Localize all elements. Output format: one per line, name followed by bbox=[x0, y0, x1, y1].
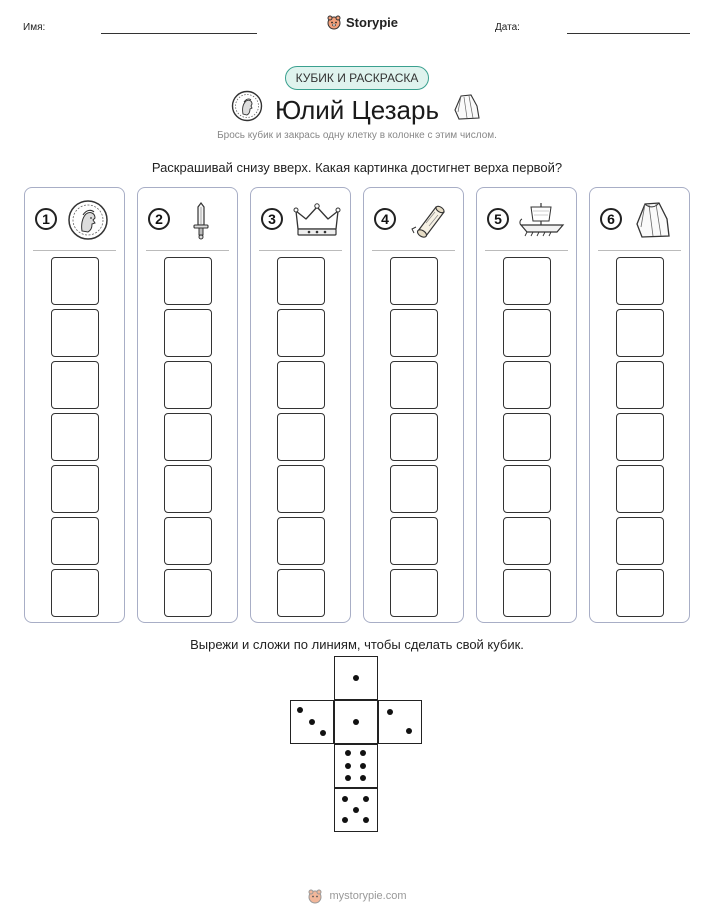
color-cell[interactable] bbox=[51, 465, 99, 513]
color-cell[interactable] bbox=[390, 465, 438, 513]
color-cell[interactable] bbox=[51, 569, 99, 617]
die-pip bbox=[345, 763, 351, 769]
die-face-right bbox=[378, 700, 422, 744]
activity-badge: КУБИК И РАСКРАСКА bbox=[285, 66, 429, 90]
storypie-mascot-icon bbox=[307, 888, 323, 904]
color-cell[interactable] bbox=[51, 413, 99, 461]
color-cell[interactable] bbox=[51, 517, 99, 565]
column-number: 6 bbox=[600, 208, 622, 230]
color-cell[interactable] bbox=[616, 413, 664, 461]
column-header bbox=[25, 188, 124, 250]
column-2 bbox=[137, 187, 238, 623]
color-cell[interactable] bbox=[616, 569, 664, 617]
column-header bbox=[590, 188, 689, 250]
color-cell[interactable] bbox=[503, 309, 551, 357]
column-4 bbox=[363, 187, 464, 623]
name-line bbox=[101, 33, 257, 34]
column-number: 1 bbox=[35, 208, 57, 230]
die-pip bbox=[320, 730, 326, 736]
page-title: Юлий Цезарь bbox=[274, 95, 440, 125]
column-6 bbox=[589, 187, 690, 623]
die-pip bbox=[387, 709, 393, 715]
column-header bbox=[477, 188, 576, 250]
color-cell[interactable] bbox=[616, 309, 664, 357]
color-cell[interactable] bbox=[277, 309, 325, 357]
coloring-instruction: Раскрашивай снизу вверх. Какая картинка достигнет верха первой? bbox=[151, 160, 563, 175]
color-cell[interactable] bbox=[164, 465, 212, 513]
date-line bbox=[567, 33, 690, 34]
color-cell[interactable] bbox=[616, 465, 664, 513]
color-cell[interactable] bbox=[390, 257, 438, 305]
column-divider bbox=[259, 250, 342, 251]
color-cell[interactable] bbox=[277, 517, 325, 565]
column-number: 3 bbox=[261, 208, 283, 230]
die-face-lower bbox=[334, 744, 378, 788]
die-face-left bbox=[290, 700, 334, 744]
column-divider bbox=[598, 250, 681, 251]
color-cell[interactable] bbox=[277, 465, 325, 513]
color-cell[interactable] bbox=[503, 465, 551, 513]
die-face-top bbox=[334, 656, 378, 700]
page-subtitle: Брось кубик и закрась одну клетку в колонке с этим числом. bbox=[217, 130, 497, 141]
color-cell[interactable] bbox=[51, 361, 99, 409]
cut-instruction: Вырежи и сложи по линиям, чтобы сделать свой кубик. bbox=[190, 637, 524, 652]
sword-icon bbox=[180, 199, 222, 241]
die-pip bbox=[363, 796, 369, 802]
color-cell[interactable] bbox=[277, 257, 325, 305]
color-cell[interactable] bbox=[390, 517, 438, 565]
die-pip bbox=[363, 817, 369, 823]
color-cell[interactable] bbox=[51, 309, 99, 357]
color-cell[interactable] bbox=[503, 413, 551, 461]
color-cell[interactable] bbox=[164, 309, 212, 357]
die-pip bbox=[342, 796, 348, 802]
column-5 bbox=[476, 187, 577, 623]
column-header bbox=[364, 188, 463, 250]
color-cell[interactable] bbox=[277, 361, 325, 409]
color-cell[interactable] bbox=[503, 361, 551, 409]
color-cell[interactable] bbox=[164, 257, 212, 305]
column-number: 2 bbox=[148, 208, 170, 230]
brand-logo bbox=[326, 14, 398, 30]
column-divider bbox=[485, 250, 568, 251]
color-cell[interactable] bbox=[164, 361, 212, 409]
color-cell[interactable] bbox=[616, 361, 664, 409]
storypie-mascot-icon bbox=[326, 14, 342, 30]
column-header bbox=[138, 188, 237, 250]
die-pip bbox=[297, 707, 303, 713]
column-number: 5 bbox=[487, 208, 509, 230]
die-pip bbox=[360, 750, 366, 756]
color-cell[interactable] bbox=[503, 257, 551, 305]
color-cell[interactable] bbox=[390, 569, 438, 617]
color-cell[interactable] bbox=[164, 413, 212, 461]
die-net bbox=[290, 656, 424, 836]
color-cell[interactable] bbox=[390, 413, 438, 461]
color-cell[interactable] bbox=[164, 517, 212, 565]
die-pip bbox=[342, 817, 348, 823]
coin-icon bbox=[67, 199, 109, 241]
date-label: Дата: bbox=[495, 22, 520, 33]
name-label: Имя: bbox=[23, 22, 46, 33]
color-cell[interactable] bbox=[503, 517, 551, 565]
column-divider bbox=[33, 250, 116, 251]
color-cell[interactable] bbox=[503, 569, 551, 617]
color-cell[interactable] bbox=[616, 517, 664, 565]
color-cell[interactable] bbox=[277, 413, 325, 461]
column-divider bbox=[372, 250, 455, 251]
die-pip bbox=[345, 750, 351, 756]
die-pip bbox=[353, 807, 359, 813]
die-pip bbox=[353, 675, 359, 681]
crown-icon bbox=[293, 199, 335, 241]
ship-icon bbox=[519, 199, 561, 241]
color-cell[interactable] bbox=[277, 569, 325, 617]
color-cell[interactable] bbox=[164, 569, 212, 617]
scroll-icon bbox=[406, 199, 448, 241]
brand-name: Storypie bbox=[346, 14, 399, 30]
toga-icon bbox=[632, 199, 674, 241]
color-cell[interactable] bbox=[390, 309, 438, 357]
die-pip bbox=[353, 719, 359, 725]
toga-icon bbox=[452, 92, 482, 122]
die-pip bbox=[345, 775, 351, 781]
color-cell[interactable] bbox=[51, 257, 99, 305]
die-pip bbox=[360, 763, 366, 769]
die-face-center bbox=[334, 700, 378, 744]
die-pip bbox=[309, 719, 315, 725]
die-pip bbox=[406, 728, 412, 734]
column-header bbox=[251, 188, 350, 250]
column-divider bbox=[146, 250, 229, 251]
color-cell[interactable] bbox=[616, 257, 664, 305]
column-3 bbox=[250, 187, 351, 623]
column-number: 4 bbox=[374, 208, 396, 230]
color-cell[interactable] bbox=[390, 361, 438, 409]
column-1 bbox=[24, 187, 125, 623]
die-pip bbox=[360, 775, 366, 781]
footer-url[interactable]: mystorypie.com bbox=[329, 890, 407, 902]
die-face-bottom bbox=[334, 788, 378, 832]
footer bbox=[0, 888, 714, 904]
